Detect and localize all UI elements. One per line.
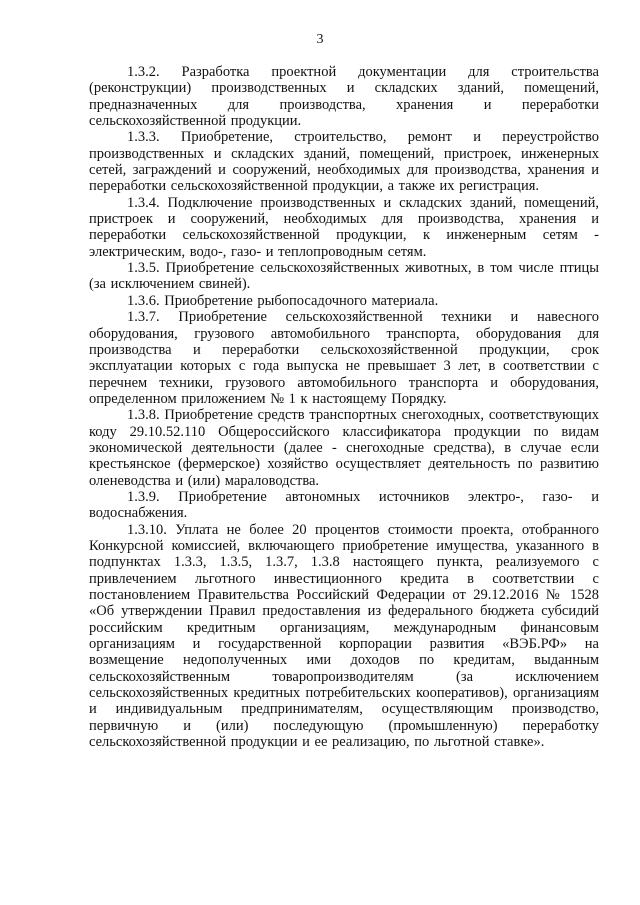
- paragraph-1-3-8: 1.3.8. Приобретение средств транспортных снегоходных, соответствующих коду 29.10.52.110 Общероссийского классификатора продукции по видам экономической деятельности (далее - снегоходные средства), в случае если крестьянское (фермерское) хозяйство осуществляет деятельность по развитию оленеводства и (или) мараловодства.: [89, 407, 599, 489]
- paragraph-1-3-6: 1.3.6. Приобретение рыбопосадочного материала.: [127, 292, 439, 309]
- paragraph-1-3-3: 1.3.3. Приобретение, строительство, ремонт и переустройство производственных и складских зданий, помещений, пристроек, инженерных сетей, заграждений и сооружений, необходимых для производства, хранения и переработки сельскохозяйственной продукции, а также их регистрация.: [89, 129, 599, 195]
- document-body: [89, 64, 599, 750]
- paragraph-1-3-9: 1.3.9. Приобретение автономных источников электро-, газо- и водоснабжения.: [89, 488, 599, 522]
- page-number: 3: [316, 32, 324, 47]
- paragraph-1-3-7: 1.3.7. Приобретение сельскохозяйственной техники и навесного оборудования, грузового автомобильного транспорта, оборудования для производства и переработки сельскохозяйственной продукции, срок эксплуатации которых с года выпуска не превышает 3 лет, в соответствии с перечнем техники, грузового автомобильного транспорта и оборудования, определенном приложением № 1 к настоящему Порядку.: [89, 309, 599, 407]
- paragraph-1-3-2: 1.3.2. Разработка проектной документации для строительства (реконструкции) производственных и складских зданий, помещений, предназначенных для производства, хранения и переработки сельскохозяйственной продукции.: [89, 64, 599, 130]
- paragraph-1-3-10: 1.3.10. Уплата не более 20 процентов стоимости проекта, отобранного Конкурсной комиссией, включающего приобретение имущества, указанного в подпунктах 1.3.3, 1.3.5, 1.3.7, 1.3.8 настоящего пункта, реализуемого с привлечением льготного инвестиционного кредита в соответствии с постановлением Правительства Российский Федерации от 29.12.2016 № 1528 «Об утверждении Правил предоставления из федерального бюджета субсидий российским кредитным организациям, международным финансовым организациям и государственной корпорации развития «ВЭБ.РФ» на возмещение недополученных ими доходов по кредитам, выданным сельскохозяйственным товаропроизводителям (за исключением сельскохозяйственных кредитных потребительских кооперативов), организациям и индивидуальным предпринимателям, осуществляющим производство, первичную и (или) последующую (промышленную) переработку сельскохозяйственной продукции и ее реализацию, по льготной ставке».: [89, 521, 599, 751]
- paragraph-1-3-4: 1.3.4. Подключение производственных и складских зданий, помещений, пристроек и сооружений, необходимых для производства, хранения и переработки сельскохозяйственной продукции, к инженерным сетям - электрическим, водо-, газо- и теплопроводным сетям.: [89, 194, 599, 260]
- paragraph-1-3-5: 1.3.5. Приобретение сельскохозяйственных животных, в том числе птицы (за исключением свиней).: [89, 260, 599, 293]
